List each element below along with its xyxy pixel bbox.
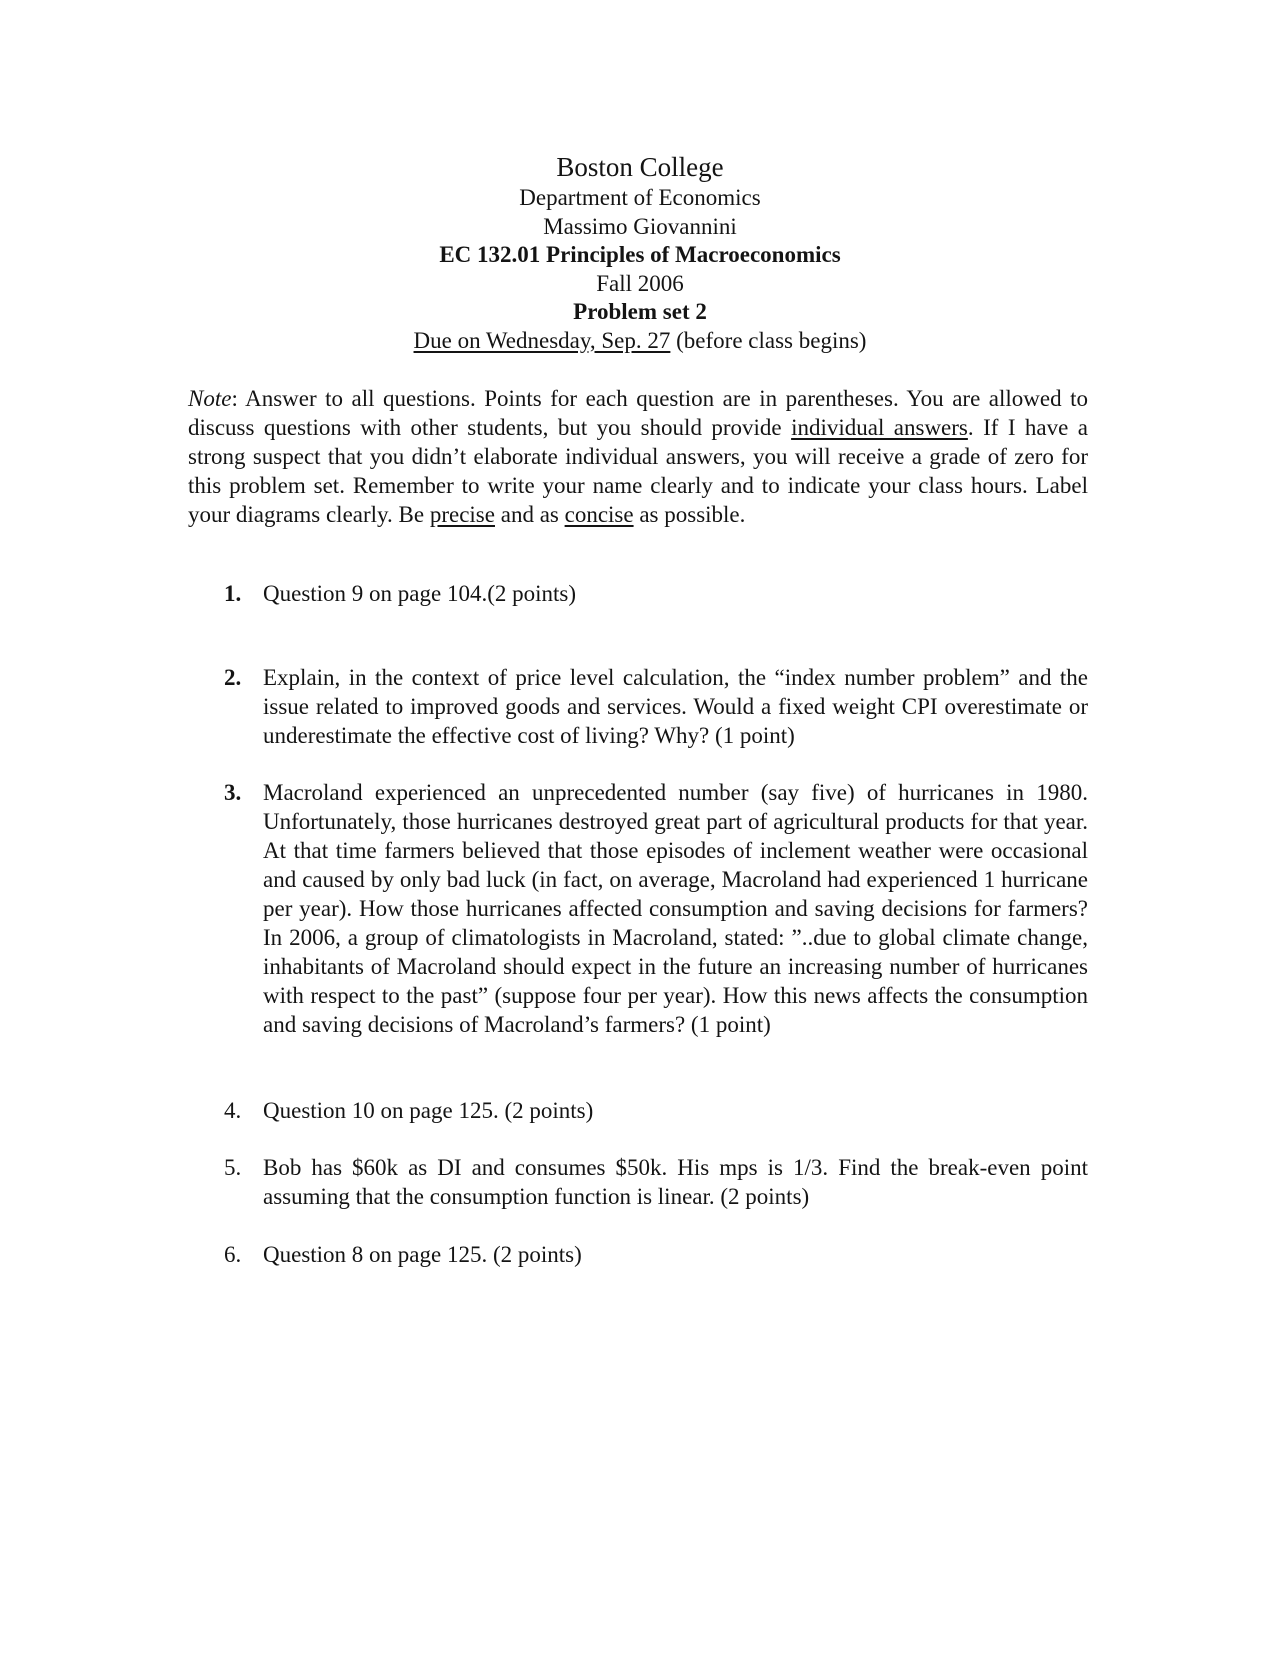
question-number: 3. bbox=[224, 780, 242, 805]
due-condition: (before class begins) bbox=[670, 327, 867, 353]
assignment-line: Problem set 2 bbox=[573, 299, 707, 324]
instructions-note bbox=[188, 384, 1088, 529]
note-text-2: . If I have a strong suspect that you didn’t elaborate individual answers, you will receive a grade of zero for this problem set. Remember to write your name clearly and to indicate your class hours. Label your diagrams clearly. Be bbox=[188, 415, 1088, 527]
due-date: Due on Wednesday, Sep. 27 bbox=[413, 327, 671, 353]
question-number: 1. bbox=[224, 581, 242, 606]
term-line: Fall 2006 bbox=[596, 270, 684, 296]
due-line bbox=[0, 327, 1280, 356]
question-number: 4. bbox=[224, 1098, 242, 1123]
note-label: Note bbox=[188, 386, 232, 411]
question-number: 2. bbox=[224, 665, 242, 690]
document-header bbox=[0, 150, 1280, 355]
note-emphasis-precise: precise bbox=[429, 502, 495, 527]
question-text: Bob has $60k as DI and consumes $50k. His mps is 1/3. Find the break-even point assuming that the consumption function is linear. (2 points) bbox=[263, 1155, 1088, 1209]
course-line: EC 132.01 Principles of Macroeconomics bbox=[439, 242, 841, 267]
institution-title: Boston College bbox=[556, 152, 724, 182]
question-text: Macroland experienced an unprecedented number (say five) of hurricanes in 1980. Unfortunately, those hurricanes destroyed great part of agricultural products for that year. At that time farmers believed that those episodes of inclement weather were occasional and caused by only bad luck (in fact, on average, Macroland had experienced 1 hurricane per year). How those hurricanes affected consumption and saving decisions for farmers? In 2006, a group of climatologists in Macroland, stated: ”..due to global climate change, inhabitants of Macroland should expect in the future an increasing number of hurricanes with respect to the past” (suppose four per year). How this news affects the consumption and saving decisions of Macroland’s farmers? (1 point) bbox=[263, 780, 1088, 1037]
note-text-1: : Answer to all questions. Points for each question are in parentheses. You are allowed to discuss questions with other students, but you should provide bbox=[188, 386, 1088, 440]
note-text-4: as possible. bbox=[633, 502, 746, 527]
department-line: Department of Economics bbox=[519, 185, 761, 210]
note-text-3: and as bbox=[494, 502, 565, 527]
instructor-line: Massimo Giovannini bbox=[543, 213, 737, 239]
question-text: Question 8 on page 125. (2 points) bbox=[263, 1242, 582, 1267]
note-emphasis-concise: concise bbox=[564, 502, 634, 527]
question-number: 5. bbox=[224, 1155, 242, 1180]
question-text: Question 9 on page 104.(2 points) bbox=[263, 581, 577, 606]
question-text: Question 10 on page 125. (2 points) bbox=[263, 1098, 594, 1123]
note-emphasis-individual: individual answers bbox=[791, 415, 968, 440]
question-text: Explain, in the context of price level calculation, the “index number problem” and the issue related to improved goods and services. Would a fixed weight CPI overestimate or underestimate the effective cost of living? Why? (1 point) bbox=[263, 665, 1088, 748]
question-number: 6. bbox=[224, 1242, 242, 1267]
